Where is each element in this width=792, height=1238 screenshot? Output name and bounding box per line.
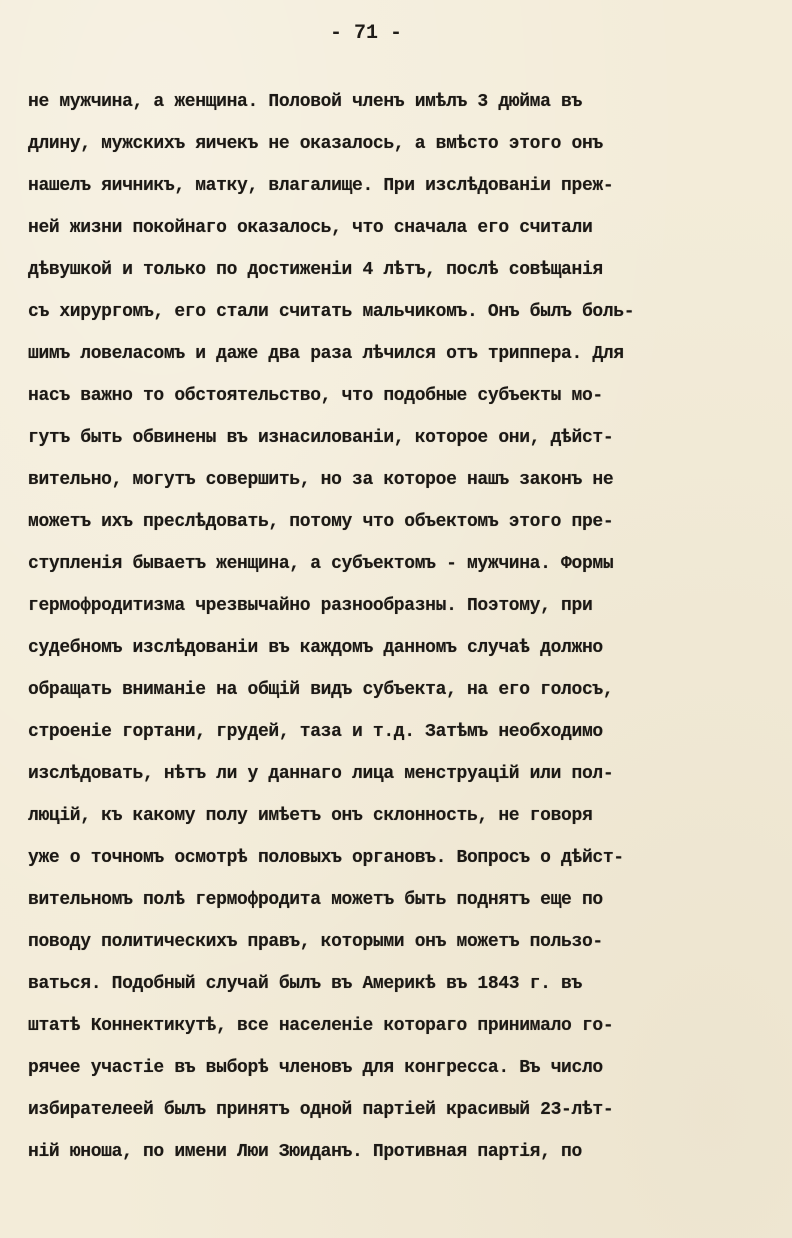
text-line: штатѣ Коннектикутѣ, все населенiе котораго принимало го- xyxy=(28,1016,614,1036)
text-line: строенiе гортани, грудей, таза и т.д. Затѣмъ необходимо xyxy=(28,722,603,742)
text-line: нашелъ яичникъ, матку, влагалище. При изслѣдованiи преж- xyxy=(28,176,614,196)
text-line: вительномъ полѣ гермофродита можетъ быть поднятъ еще по xyxy=(28,890,603,910)
text-line: избирателеей былъ принятъ одной партiей красивый 23-лѣт- xyxy=(28,1100,614,1120)
text-line: длину, мужскихъ яичекъ не оказалось, а вмѣсто этого онъ xyxy=(28,134,603,154)
text-line: можетъ ихъ преслѣдовать, потому что объектомъ этого пре- xyxy=(28,512,614,532)
text-line: не мужчина, а женщина. Половой членъ имѣлъ 3 дюйма въ xyxy=(28,92,582,112)
text-line: дѣвушкой и только по достиженiи 4 лѣтъ, послѣ совѣщанiя xyxy=(28,260,603,280)
body-paragraph xyxy=(28,81,788,1173)
text-line: нiй юноша, по имени Люи Зюиданъ. Противная партiя, по xyxy=(28,1142,582,1162)
text-line: рячее участiе въ выборѣ членовъ для конгресса. Въ число xyxy=(28,1058,603,1078)
text-line: обращать вниманiе на общiй видъ субъекта, на его голосъ, xyxy=(28,680,614,700)
text-line: судебномъ изслѣдованiи въ каждомъ данномъ случаѣ должно xyxy=(28,638,603,658)
text-line: вительно, могутъ совершить, но за которое нашъ законъ не xyxy=(28,470,614,490)
text-line: люцiй, къ какому полу имѣетъ онъ склонность, не говоря xyxy=(28,806,593,826)
text-line: съ хирургомъ, его стали считать мальчикомъ. Онъ былъ боль- xyxy=(28,302,635,322)
text-line: поводу политическихъ правъ, которыми онъ можетъ пользо- xyxy=(28,932,603,952)
text-line: ступленiя бываетъ женщина, а субъектомъ - мужчина. Формы xyxy=(28,554,614,574)
text-line: гермофродитизма чрезвычайно разнообразны. Поэтому, при xyxy=(28,596,593,616)
text-line: насъ важно то обстоятельство, что подобные субъекты мо- xyxy=(28,386,603,406)
page-number: - 71 - xyxy=(329,22,402,45)
text-line: ней жизни покойнаго оказалось, что сначала его считали xyxy=(28,218,593,238)
text-line: ваться. Подобный случай былъ въ Америкѣ въ 1843 г. въ xyxy=(28,974,582,994)
text-line: гутъ быть обвинены въ изнасилованiи, которое они, дѣйст- xyxy=(28,428,614,448)
text-line: уже о точномъ осмотрѣ половыхъ органовъ. Вопросъ о дѣйст- xyxy=(28,848,624,868)
text-line: изслѣдовать, нѣтъ ли у даннаго лица менструацiй или пол- xyxy=(28,764,614,784)
text-line: шимъ ловеласомъ и даже два раза лѣчился отъ триппера. Для xyxy=(28,344,624,364)
